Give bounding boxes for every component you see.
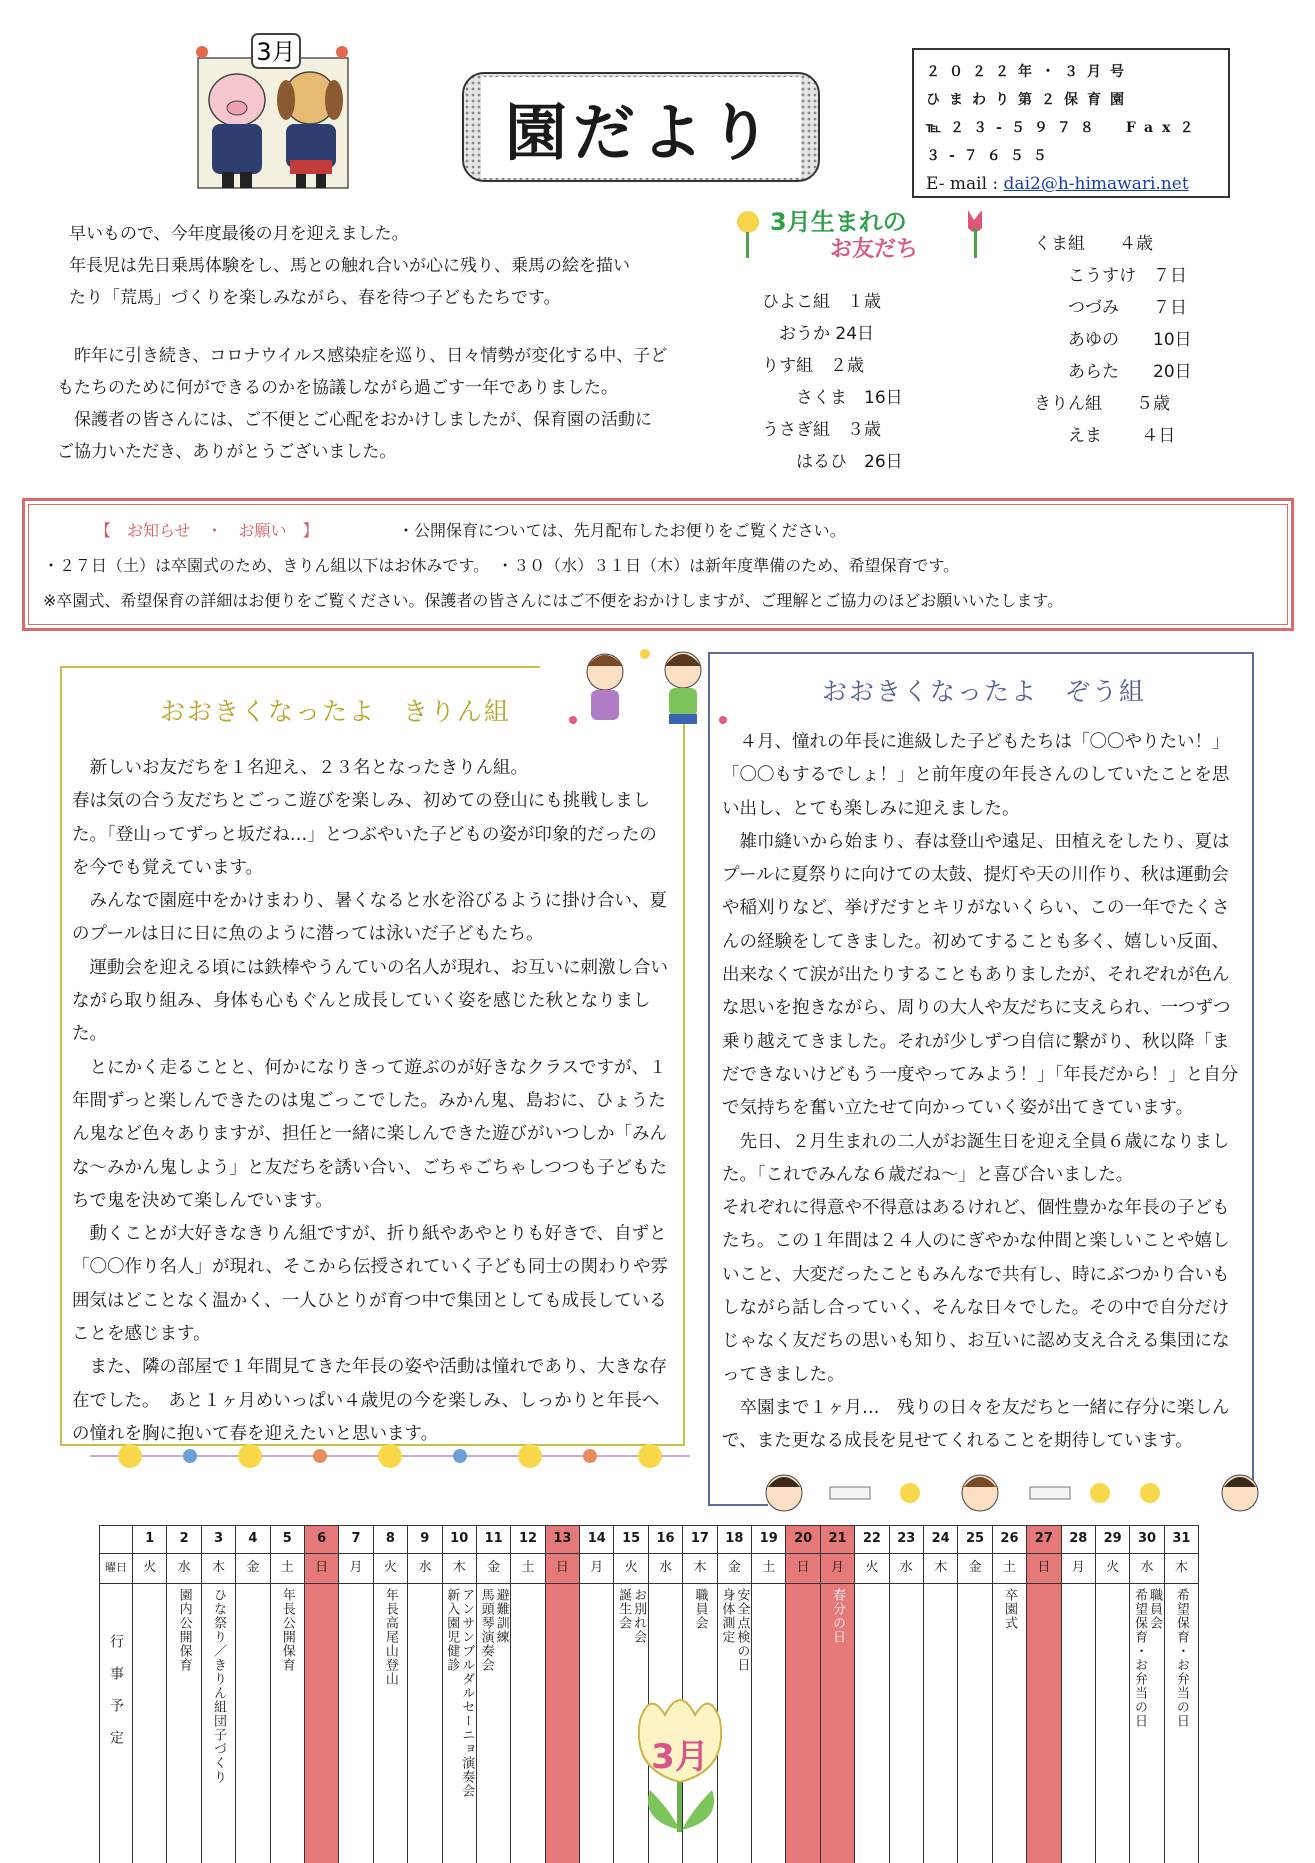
calendar-weekday-cell: 木 <box>1164 1554 1198 1584</box>
email-link[interactable]: dai2@h-himawari.net <box>1003 174 1189 194</box>
calendar-weekday-cell: 金 <box>958 1554 992 1584</box>
calendar-event-cell <box>1164 1584 1198 1863</box>
nursery-name: ひまわり第２保育園 <box>926 92 1133 108</box>
kirin-paragraph: 春は気の合う友だちとごっこ遊びを楽しみ、初めての登山にも挑戦しました。「登山ってずっと坂だね…」とつぶやいた子どもの姿が印象的だったのを今でも覚えています。 <box>72 791 657 878</box>
kirin-paragraph: 動くことが大好きなきりん組ですが、折り紙やあやとりも好きで、自ずと「〇〇作り名人」が現れ、そこから伝授されていく子ども同士の関わりや雰囲気はどことなく温かく、一人ひとりが育つ中で集団としても成長していることを感じます。 <box>72 1224 669 1345</box>
calendar-event-text: 年長高尾山登山 <box>382 1588 398 1686</box>
calendar-event-cell <box>1027 1584 1061 1863</box>
notice-line-2: ・２７日（土）は卒園式のため、きりん組以下はお休みです。 ・３０（水）３１日（木）は新年度準備のため、希望保育です。 <box>43 556 960 575</box>
calendar-event-text: 職員会 希望保育・お弁当の日 <box>1132 1588 1163 1728</box>
calendar-weekday-cell: 火 <box>614 1554 648 1584</box>
calendar-date-cell: 19 <box>752 1526 786 1554</box>
events-label-cell <box>100 1584 133 1863</box>
calendar-date-cell: 22 <box>855 1526 889 1554</box>
calendar-event-text: 春分の日 <box>830 1588 845 1644</box>
kirin-title: おおきくなったよ きりん組 <box>160 697 512 726</box>
calendar-weekday-cell: 水 <box>889 1554 923 1584</box>
notice-line-3: ※卒園式、希望保育の詳細はお便りをご覧ください。保護者の皆さんにはご不便をおかけしますが、ご理解とご協力のほどお願いいたします。 <box>43 591 1064 610</box>
calendar-event-cell <box>1095 1584 1129 1863</box>
calendar-event-text: 年長公開保育 <box>279 1588 295 1672</box>
calendar-date-cell: 24 <box>923 1526 957 1554</box>
calendar-event-cell <box>820 1584 854 1863</box>
calendar-weekday-cell: 土 <box>992 1554 1026 1584</box>
calendar-date-cell: 17 <box>683 1526 717 1554</box>
issue-info-box <box>912 48 1230 198</box>
zou-body <box>722 726 1242 1459</box>
calendar-date-cell: 1 <box>133 1526 167 1554</box>
email-label: E- mail : <box>926 174 1004 194</box>
birthday-title-line1: 3月生まれの <box>770 208 907 236</box>
calendar-event-cell <box>786 1584 820 1863</box>
calendar-weekday-cell: 日 <box>786 1554 820 1584</box>
calendar-weekday-cell: 火 <box>133 1554 167 1584</box>
calendar-event-cell <box>545 1584 579 1863</box>
calendar-event-cell <box>752 1584 786 1863</box>
calendar-event-text: 希望保育・お弁当の日 <box>1173 1588 1189 1728</box>
calendar-event-cell <box>1061 1584 1095 1863</box>
calendar-date-cell: 8 <box>373 1526 407 1554</box>
calendar-weekday-cell: 月 <box>339 1554 373 1584</box>
calendar-weekday-cell: 水 <box>408 1554 442 1584</box>
newsletter-title-box <box>462 72 820 182</box>
calendar-date-cell: 9 <box>408 1526 442 1554</box>
intro-paragraph-2: 昨年に引き続き、コロナウイルス感染症を巡り、日々情勢が変化する中、子ど もたちのために何ができるのかを協議しながら過ごす一年でありました。 保護者の皆さんには、ご不便とご心配をおかけしましたが、保育園の活動に ご協力いただき、ありがとうございました。 <box>56 346 668 462</box>
calendar-event-cell <box>1130 1584 1164 1863</box>
calendar-date-cell: 20 <box>786 1526 820 1554</box>
phone-fax: ℡２３-５９７８ Fax２３-７６５５ <box>926 120 1203 164</box>
calendar-weekday-cell: 火 <box>373 1554 407 1584</box>
calendar-date-cell: 5 <box>270 1526 304 1554</box>
chick-ribbon-border-art <box>90 1435 690 1477</box>
calendar-weekday-cell: 日 <box>1027 1554 1061 1584</box>
zou-title: おおきくなったよ ぞう組 <box>822 677 1147 706</box>
calendar-date-cell: 26 <box>992 1526 1026 1554</box>
zou-paragraph: ４月、憧れの年長に進級した子どもたちは「〇〇やりたい！」「〇〇もするでしょ！」と前年度の年長さんのしていたことを思い出し、とても楽しみに迎えました。 <box>722 732 1230 819</box>
events-label: 行事予定 <box>108 1634 124 1762</box>
calendar-event-text: 園内公開保育 <box>176 1588 192 1672</box>
email-line <box>926 170 1216 198</box>
calendar-event-cell <box>958 1584 992 1863</box>
calendar-date-cell: 30 <box>1130 1526 1164 1554</box>
birthday-list-left: ひよこ組 １歳 おうか 24日 りす組 ２歳 さくま 16日 うさぎ組 ３歳 はるひ 26日 <box>762 292 903 472</box>
weekday-label: 曜日 <box>100 1554 133 1584</box>
children-faces-border-art <box>760 1465 1270 1521</box>
calendar-date-cell: 29 <box>1095 1526 1129 1554</box>
calendar-weekday-cell: 金 <box>476 1554 510 1584</box>
zou-paragraph: 卒園まで１ヶ月… 残りの日々を友だちと一緒に存分に楽しんで、また更なる成長を見せてくれることを期待しています。 <box>722 1397 1230 1452</box>
calendar-weekday-cell: 木 <box>923 1554 957 1584</box>
kirin-body <box>72 752 674 1451</box>
calendar-event-cell <box>889 1584 923 1863</box>
birthday-friends-heading-art <box>728 200 998 262</box>
calendar-date-cell: 10 <box>442 1526 476 1554</box>
calendar-event-cell <box>476 1584 510 1863</box>
calendar-date-cell: 13 <box>545 1526 579 1554</box>
tulip-month-illustration <box>630 1690 730 1840</box>
month-badge: 3月 <box>256 38 296 66</box>
calendar-event-cell <box>304 1584 338 1863</box>
calendar-date-cell: 28 <box>1061 1526 1095 1554</box>
calendar-event-cell <box>236 1584 270 1863</box>
zou-paragraph: 雑巾縫いから始まり、春は登山や遠足、田植えをしたり、夏はプールに夏祭りに向けての太鼓、提灯や天の川作り、秋は運動会や稲刈りなど、挙げだすとキリがないくらい、この一年でたくさんの経験をしてきました。初めてすることも多く、嬉しい反面、出来なくて涙が出たりすることもありましたが、それぞれが色んな思いを抱きながら、周りの大人や友だちに支えられ、一つずつ乗り越えてきました。それが少しずつ自信に繋がり、秋以降「まだできないけどもう一度やってみよう！」「年長だから！」と自分で気持ちを奮い立たせて向かっていく姿が出てきています。 <box>722 831 1239 1119</box>
calendar-weekday-cell: 土 <box>270 1554 304 1584</box>
calendar-date-cell: 11 <box>476 1526 510 1554</box>
kirin-paragraph: とにかく走ることと、何かになりきって遊ぶのが好きなクラスですが、１年間ずっと楽しんできたのは鬼ごっこでした。みかん鬼、島おに、ひょうたん鬼など色々ありますが、担任と一緒に楽しんできた遊びがいつしか「みんな～みかん鬼しよう」と友だちを誘い合い、ごちゃごちゃしつつも子どもたちで鬼を決めて楽しんでいます。 <box>72 1057 667 1211</box>
newsletter-title: 園だより <box>481 77 801 178</box>
calendar-date-cell: 4 <box>236 1526 270 1554</box>
kirin-paragraph: また、隣の部屋で１年間見てきた年長の姿や活動は憧れであり、大きな存在でした。 あと１ヶ月めいっぱい４歳児の今を楽しみ、しっかりと年長への憧れを胸に抱いて春を迎えたいと思います。 <box>72 1357 667 1444</box>
calendar-weekday-cell: 日 <box>304 1554 338 1584</box>
calendar-weekday-cell: 火 <box>1095 1554 1129 1584</box>
calendar-weekday-cell: 土 <box>511 1554 545 1584</box>
calendar-date-cell: 18 <box>717 1526 751 1554</box>
calendar-event-cell <box>923 1584 957 1863</box>
calendar-weekday-cell: 月 <box>580 1554 614 1584</box>
calendar-corner-cell <box>100 1526 133 1554</box>
calendar-weekday-cell: 日 <box>545 1554 579 1584</box>
calendar-date-cell: 31 <box>1164 1526 1198 1554</box>
calendar-event-text: お別れ会 誕生会 <box>616 1588 647 1644</box>
zou-paragraph: それぞれに得意や不得意はあるけれど、個性豊かな年長の子どもたち。この１年間は２４人のにぎやかな仲間と楽しいことや嬉しいこと、大変だったこともみんなで共有し、時にぶつかり合いもしながら話し合っていく、そんな日々でした。その中で自分だけじゃなく友だちの思いも知り、お互いに認め支え合える集団になってきました。 <box>722 1198 1230 1385</box>
pig-and-dog-graduation-illustration <box>192 30 357 192</box>
calendar-weekday-cell: 木 <box>442 1554 476 1584</box>
calendar-event-cell <box>992 1584 1026 1863</box>
calendar-event-cell <box>133 1584 167 1863</box>
calendar-event-text: 安全点検の日 身体測定 <box>719 1588 750 1672</box>
calendar-event-cell <box>270 1584 304 1863</box>
calendar-event-cell <box>201 1584 235 1863</box>
kirin-paragraph: 運動会を迎える頃には鉄棒やうんていの名人が現れ、お互いに刺激し合いながら取り組み、身体も心もぐんと成長していく姿を感じた秋となりました。 <box>72 957 669 1045</box>
calendar-weekday-cell: 木 <box>201 1554 235 1584</box>
calendar-date-cell: 12 <box>511 1526 545 1554</box>
calendar-event-text: 卒園式 <box>1001 1588 1017 1630</box>
birthday-title-line2: お友だち <box>830 237 919 262</box>
calendar-weekday-cell: 水 <box>1130 1554 1164 1584</box>
calendar-event-cell <box>855 1584 889 1863</box>
notice-title: 【 お知らせ ・ お願い 】 <box>95 521 319 540</box>
calendar-weekday-cell: 月 <box>1061 1554 1095 1584</box>
calendar-event-cell <box>442 1584 476 1863</box>
calendar-date-cell: 2 <box>167 1526 201 1554</box>
issue-label: ２０２２年・３月号 <box>926 64 1133 80</box>
calendar-weekday-cell: 木 <box>683 1554 717 1584</box>
calendar-date-cell: 21 <box>820 1526 854 1554</box>
calendar-date-cell: 14 <box>580 1526 614 1554</box>
calendar-event-cell <box>408 1584 442 1863</box>
calendar-weekday-cell: 金 <box>236 1554 270 1584</box>
calendar-date-cell: 25 <box>958 1526 992 1554</box>
calendar-date-row <box>100 1526 1199 1554</box>
calendar-date-cell: 3 <box>201 1526 235 1554</box>
notice-line-1: ・公開保育については、先月配布したお便りをご覧ください。 <box>398 521 846 540</box>
calendar-event-cell <box>373 1584 407 1863</box>
calendar-date-cell: 7 <box>339 1526 373 1554</box>
kirin-paragraph: 新しいお友だちを１名迎え、２３名となったきりん組。 <box>72 758 529 778</box>
calendar-event-cell <box>339 1584 373 1863</box>
calendar-event-cell <box>580 1584 614 1863</box>
calendar-weekday-cell: 水 <box>167 1554 201 1584</box>
calendar-weekday-cell: 土 <box>752 1554 786 1584</box>
calendar-weekday-row <box>100 1554 1199 1584</box>
calendar-date-cell: 15 <box>614 1526 648 1554</box>
calendar-event-text: アンサンブルダルセーニョ演奏会 新入園児健診 <box>444 1588 475 1798</box>
calendar-event-cell <box>167 1584 201 1863</box>
birthday-list-right: くま組 ４歳 こうすけ ７日 つづみ ７日 あゆの 10日 あらた 20日 きりん組 ５歳 えま ４日 <box>1034 234 1192 446</box>
calendar-event-text: 避難訓練 馬頭琴演奏会 <box>478 1588 509 1672</box>
calendar-date-cell: 16 <box>648 1526 682 1554</box>
calendar-weekday-cell: 月 <box>820 1554 854 1584</box>
calendar-weekday-cell: 水 <box>648 1554 682 1584</box>
calendar-event-text: 職員会 <box>692 1588 708 1630</box>
notice-box <box>22 498 1294 631</box>
calendar-event-text: ひな祭り／きりん組団子づくり <box>210 1588 226 1784</box>
intro-paragraph-1: 早いもので、今年度最後の月を迎えました。 年長児は先日乗馬体験をし、馬との触れ合いが心に残り、乗馬の絵を描い たり「荒馬」づくりを楽しみながら、春を待つ子どもたちです。 <box>68 224 630 308</box>
zou-paragraph: 先日、２月生まれの二人がお誕生日を迎え全員６歳になりました。「これでみんな６歳だね～」と喜び合いました。 <box>722 1131 1230 1185</box>
calendar-date-cell: 23 <box>889 1526 923 1554</box>
calendar-date-cell: 27 <box>1027 1526 1061 1554</box>
kirin-paragraph: みんなで園庭中をかけまわり、暑くなると水を浴びるように掛け合い、夏のプールは日に日に魚のように潜っては泳いだ子どもたち。 <box>72 891 667 945</box>
calendar-date-cell: 6 <box>304 1526 338 1554</box>
calendar-event-cell <box>511 1584 545 1863</box>
tulip-month-label: 3月 <box>651 1737 709 1777</box>
calendar-weekday-cell: 金 <box>717 1554 751 1584</box>
calendar-weekday-cell: 火 <box>855 1554 889 1584</box>
